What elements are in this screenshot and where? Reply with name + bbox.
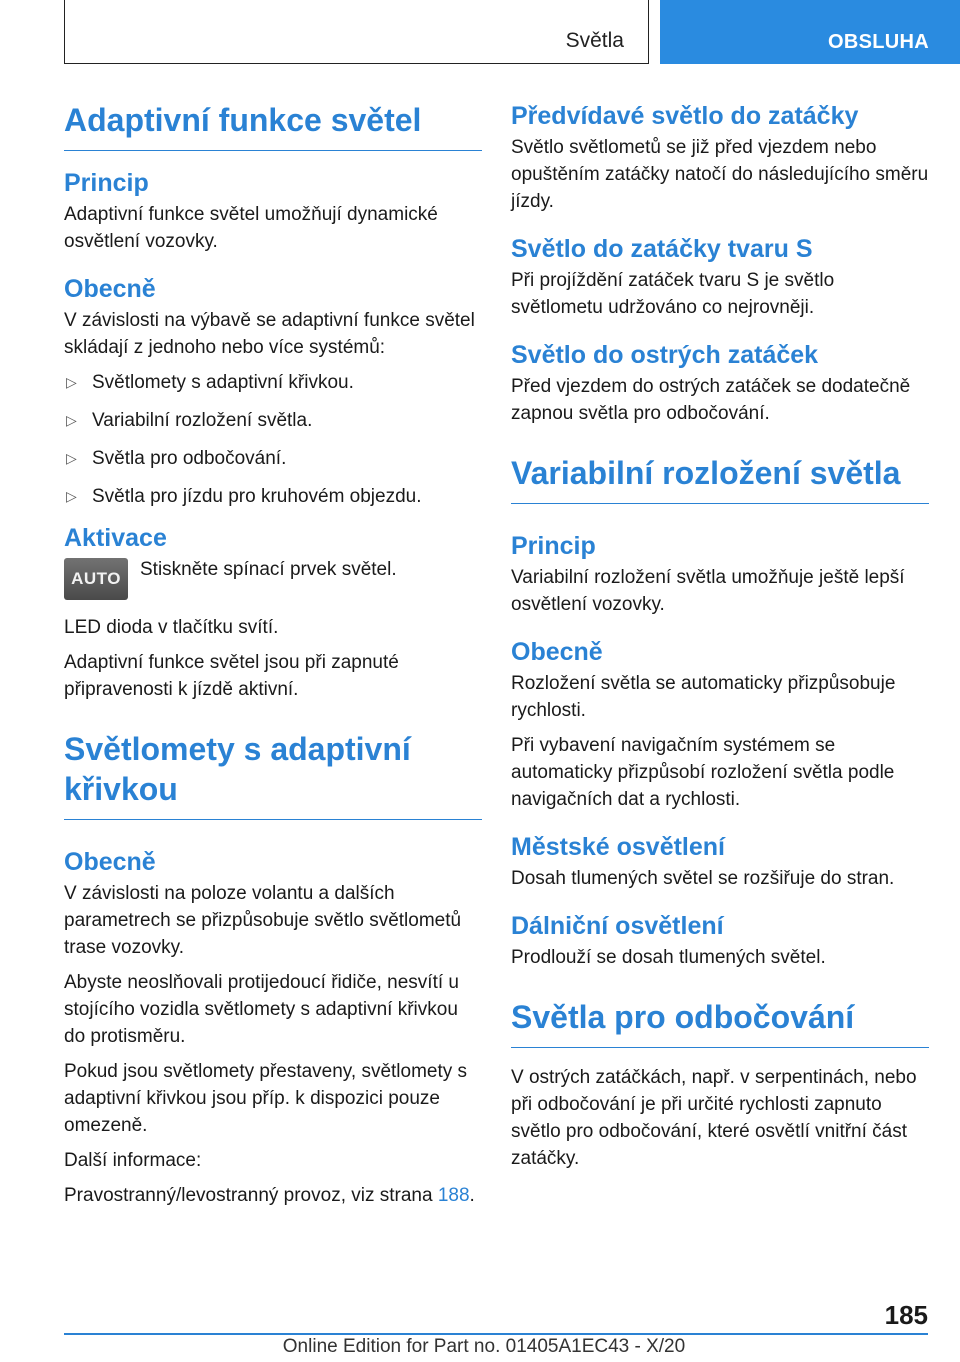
activation-row	[64, 556, 482, 600]
curve-paragraph-1: V závislosti na poloze volantu a dalších parametrech se přizpůsobuje světlo světlometů trase vozovky.	[64, 883, 462, 958]
header-section-box	[64, 0, 649, 64]
variable-paragraph-2: Při vybavení navigačním systémem se automaticky přizpůsobí rozložení světla podle navigačních dat a rychlosti.	[511, 735, 895, 810]
princip-text: Adaptivní funkce světel umožňují dynamické osvětlení vozovky.	[64, 204, 438, 252]
heading-princip-2: Princip	[511, 532, 596, 560]
list-item: ▷ Variabilní rozložení světla.	[64, 407, 482, 434]
obecne-text: V závislosti na výbavě se adaptivní funkce světel skládají z jednoho nebo více systémů:	[64, 310, 475, 358]
list-item: ▷ Světla pro jízdu pro kruhovém objezdu.	[64, 483, 482, 510]
city-text: Dosah tlumených světel se rozšiřuje do stran.	[511, 868, 895, 889]
triangle-bullet-icon: ▷	[66, 412, 77, 428]
princip-2-text: Variabilní rozložení světla umožňuje ještě lepší osvětlení vozovky.	[511, 567, 905, 615]
variable-paragraph-1: Rozložení světla se automaticky přizpůsobuje rychlosti.	[511, 673, 896, 721]
heading-obecne: Obecně	[64, 275, 156, 303]
heading-adaptive-curve: Světlomety s adaptivní křivkou	[64, 729, 482, 820]
systems-list	[64, 369, 482, 510]
heading-turning-lights: Světla pro odbočování	[511, 997, 929, 1048]
chapter-tab[interactable]	[660, 0, 960, 64]
triangle-bullet-icon: ▷	[66, 488, 77, 504]
right-column	[511, 100, 929, 1180]
triangle-bullet-icon: ▷	[66, 450, 77, 466]
heading-adaptive-lighting: Adaptivní funkce světel	[64, 100, 482, 151]
heading-obecne-3: Obecně	[511, 638, 603, 666]
section-title: Světla	[565, 29, 624, 52]
auto-button-icon: AUTO	[64, 558, 128, 600]
highway-text: Prodlouží se dosah tlumených světel.	[511, 947, 826, 968]
heading-s-curve: Světlo do zatáčky tvaru S	[511, 235, 813, 263]
list-item: ▷ Světla pro odbočování.	[64, 445, 482, 472]
page-number: 185	[884, 1300, 928, 1330]
cross-reference: Pravostranný/levostranný provoz, viz strana 188.	[64, 1185, 475, 1206]
heading-obecne-2: Obecně	[64, 848, 156, 876]
heading-sharp-curves: Světlo do ostrých zatáček	[511, 341, 819, 369]
footer-divider	[64, 1333, 928, 1335]
triangle-bullet-icon: ▷	[66, 374, 77, 390]
heading-highway-lighting: Dálniční osvětlení	[511, 912, 724, 940]
chapter-title: OBSLUHA	[828, 31, 929, 53]
turning-text: V ostrých zatáčkách, např. v serpentinách, nebo při odbočování je při určité rychlosti zapnuto světlo pro odbočování, které osvětlí vnitřní část zatáčky.	[511, 1067, 917, 1169]
more-info-label: Další informace:	[64, 1150, 202, 1171]
page-link[interactable]: 188	[437, 1185, 470, 1206]
left-column	[64, 100, 482, 1217]
heading-princip: Princip	[64, 169, 149, 197]
predictive-text: Světlo světlometů se již před vjezdem nebo opuštěním zatáčky natočí do následujícího směru jízdy.	[511, 137, 929, 212]
s-curve-text: Při projíždění zatáček tvaru S je světlo světlometu udržováno co nejrovněji.	[511, 270, 835, 318]
heading-predictive-light: Předvídavé světlo do zatáčky	[511, 102, 859, 130]
heading-aktivace: Aktivace	[64, 524, 167, 552]
sharp-curves-text: Před vjezdem do ostrých zatáček se dodatečně zapnou světla pro odbočování.	[511, 376, 911, 424]
footer-edition: Online Edition for Part no. 01405A1EC43 - X/20	[282, 1336, 686, 1357]
curve-paragraph-3: Pokud jsou světlomety přestaveny, světlomety s adaptivní křivkou jsou příp. k dispozici pouze omezeně.	[64, 1061, 468, 1136]
adaptive-active-text: Adaptivní funkce světel jsou při zapnuté připravenosti k jízdě aktivní.	[64, 652, 399, 700]
led-text: LED dioda v tlačítku svítí.	[64, 617, 279, 638]
curve-paragraph-2: Abyste neoslňovali protijedoucí řidiče, nesvítí u stojícího vozidla světlomety s adaptivní křivkou do protisměru.	[64, 972, 459, 1047]
heading-variable-light: Variabilní rozložení světla	[511, 453, 929, 504]
heading-city-lighting: Městské osvětlení	[511, 833, 725, 861]
aktivace-text: Stiskněte spínací prvek světel.	[140, 559, 397, 580]
list-item: ▷ Světlomety s adaptivní křivkou.	[64, 369, 482, 396]
